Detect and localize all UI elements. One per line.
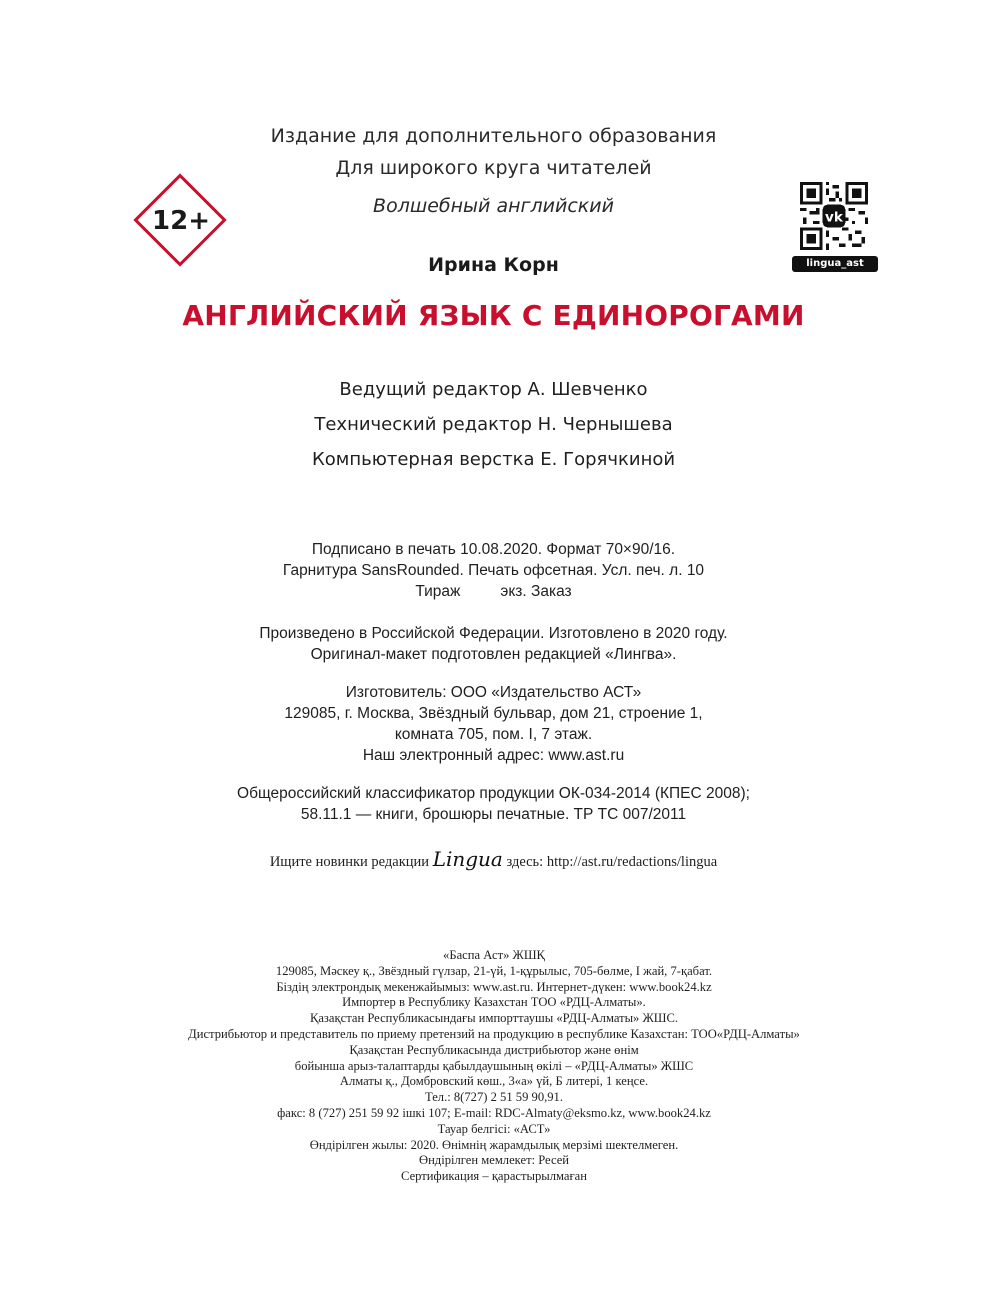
- imprint-font: Гарнитура SansRounded. Печать офсетная. Усл. печ. л. 10: [282, 562, 705, 579]
- imprint-classifier-1: Общероссийский классификатор продукции ОК-034-2014 (КПЕС 2008);: [237, 785, 750, 802]
- kazakh-line: 129085, Мәскеу қ., Звёздный гүлзар, 21-үй, 1-құрылыс, 705-бөлме, I жай, 7-қабат.: [275, 963, 713, 978]
- imprint-layout: Оригинал-макет подготовлен редакцией «Лингва».: [310, 646, 677, 663]
- svg-text:vk: vk: [825, 209, 843, 226]
- kazakh-line: Импортер в Республику Казахстан ТОО «РДЦ-Алматы».: [342, 995, 646, 1010]
- lingua-promo-after[interactable]: здесь: http://ast.ru/redactions/lingua: [506, 854, 718, 870]
- kazakh-line: Өндірілген жылы: 2020. Өнімнің жарамдылық мерзімі шектелмеген.: [309, 1137, 679, 1152]
- kazakh-line: Тауар белгісі: «АСТ»: [437, 1121, 551, 1136]
- lingua-promo: [0, 842, 987, 876]
- series-name: Волшебный английский: [373, 195, 614, 217]
- kazakh-line: «Баспа Аст» ЖШҚ: [443, 948, 545, 962]
- author-name: Ирина Корн: [428, 254, 559, 276]
- qr-label: lingua_ast: [792, 256, 878, 272]
- kazakh-line: Тел.: 8(727) 2 51 59 90,91.: [424, 1090, 564, 1105]
- imprint-email: Наш электронный адрес: www.ast.ru: [362, 747, 625, 764]
- credit-lead-editor: Ведущий редактор А. Шевченко: [339, 379, 648, 400]
- lingua-logo: Lingua: [432, 847, 503, 871]
- kazakh-line: бойынша арыз-талаптарды қабылдаушының өкілі – «РДЦ-Алматы» ЖШС: [294, 1058, 694, 1073]
- kazakh-line: Дистрибьютор и представитель по приему претензий на продукцию в республике Казахстан: ТОО«РДЦ-Алматы»: [188, 1027, 800, 1041]
- audience: Для широкого круга читателей: [335, 157, 652, 179]
- credit-tech-editor: Технический редактор Н. Чернышева: [314, 414, 673, 435]
- kazakh-line: факс: 8 (727) 251 59 92 ішкі 107; E-mail: RDC-Almaty@eksmo.kz, www.book24.kz: [277, 1106, 711, 1120]
- credit-layout: Компьютерная верстка Е. Горячкиной: [311, 449, 676, 470]
- imprint-maker: Изготовитель: ООО «Издательство АСТ»: [345, 684, 642, 701]
- imprint-address-2: комната 705, пом. I, 7 этаж.: [394, 726, 593, 743]
- kazakh-line: Алматы қ., Домбровский көш., 3«а» үй, Б литері, 1 кеңсе.: [339, 1074, 649, 1089]
- qr-code-icon[interactable]: [800, 182, 868, 250]
- lingua-promo-before: Ищите новинки редакции: [269, 854, 430, 870]
- book-title: АНГЛИЙСКИЙ ЯЗЫК С ЕДИНОРОГАМИ: [182, 299, 805, 332]
- age-rating-text: 12+: [152, 206, 210, 236]
- kazakh-line: Өндірілген мемлекет: Ресей: [418, 1153, 570, 1168]
- edition-type: Издание для дополнительного образования: [270, 125, 717, 147]
- imprint-classifier-2: 58.11.1 — книги, брошюры печатные. ТР ТС 007/2011: [300, 806, 687, 823]
- imprint-produced: Произведено в Российской Федерации. Изготовлено в 2020 году.: [259, 625, 728, 642]
- imprint-signed: Подписано в печать 10.08.2020. Формат 70×90/16.: [311, 541, 676, 558]
- kazakh-line: Біздің электрондық мекенжайымыз: www.ast.ru. Интернет-дүкен: www.book24.kz: [276, 979, 712, 994]
- kazakh-line: Қазақстан Республикасындағы импорттаушы «РДЦ-Алматы» ЖШС.: [309, 1011, 679, 1026]
- imprint-circulation: [0, 583, 987, 601]
- order-label: экз. Заказ: [500, 583, 572, 600]
- circulation-label: Тираж: [415, 583, 461, 600]
- imprint-address-1: 129085, г. Москва, Звёздный бульвар, дом 21, строение 1,: [284, 705, 703, 722]
- kazakh-line: Қазақстан Республикасында дистрибьютор және өнім: [349, 1042, 639, 1057]
- kazakh-line: Сертификация – қарастырылмаған: [401, 1169, 587, 1184]
